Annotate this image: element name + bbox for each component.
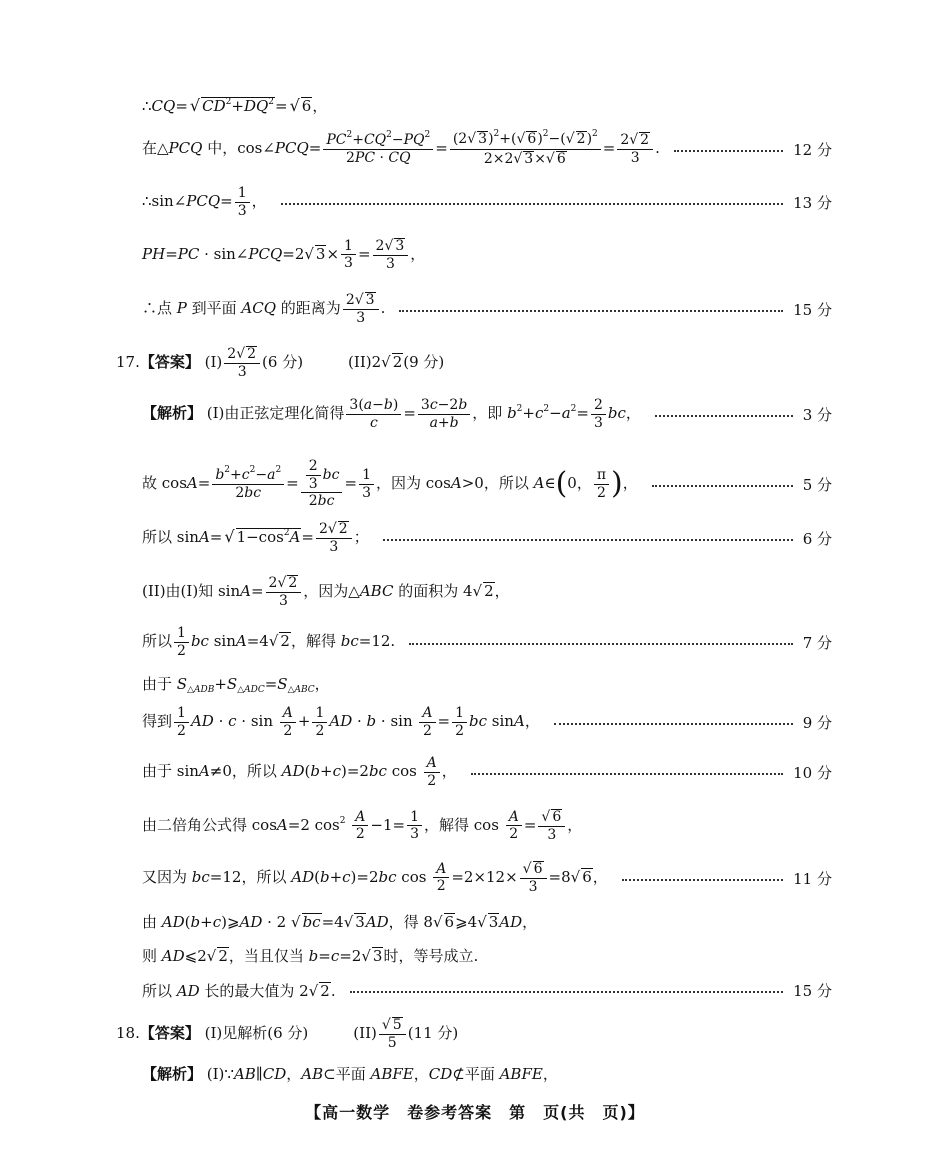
solution-line-7 (142, 392, 832, 436)
math-text: 由于 sinA≠0，所以 AD(b+c)=2bc cos $\frac{A}{2}$ ， (142, 754, 457, 789)
solution-line-16 (142, 856, 832, 900)
score-points: 13 分 (793, 193, 832, 212)
math-text: 由二倍角公式得 cosA=2 $\cos^2$ $\frac{A}{2}$ −1= $\frac{1}{3}$ ，解得 cos $\frac{A}{2}$ = $\frac{√ 6}{3}$ ， (142, 808, 583, 844)
score-points: 15 分 (793, 300, 832, 319)
solution-line-10 (142, 570, 510, 614)
solution-line-11 (142, 620, 832, 664)
math-text: (II)由(I)知 sinA= $\frac{2√ 2}{3}$ ，因为△ABC 的面积为 4√ 2， (142, 574, 510, 610)
dot-leader (281, 203, 783, 205)
score-points: 15 分 (793, 981, 832, 1000)
dot-leader (674, 150, 783, 152)
score-points: 7 分 (802, 633, 832, 652)
solution-line-2 (142, 126, 832, 172)
math-text: 【解析】 (I)由正弦定理化简得 $\frac{3(a-b)}{c}$ = $\frac{3c-2b}{a+b}$ ，即 $b^2+c^2-a^2=$ $\frac{2}{3}$ bc， (142, 396, 641, 431)
math-text: 得到 $\frac{1}{2}$ AD · c · sin $\frac{A}{2}$ + $\frac{1}{2}$ AD · b · sin $\frac{A}{2}$ = $\frac{1}{2}$ bc sinA， (142, 704, 540, 739)
math-text: 18.【答案】 (I)见解析(6 分) (II) $\frac{√ 5}{5}$ (11 分) (116, 1016, 459, 1052)
solution-line-21 (142, 1060, 558, 1086)
question-17-answer (116, 342, 444, 384)
math-text: 故 cosA= $\frac{b^2+c^2-a^2}{2bc}$ = $\frac{2}{3}$ bc 2bc = $\frac{1}{3}$ ，因为 cosA>0，所以 A∈(0， $\frac{\pi}{2}$ )， (142, 457, 638, 510)
solution-line-13 (142, 700, 832, 744)
math-text: PH=PC · sin∠PCQ=2√ 3× $\frac{1}{3}$ = $\frac{2√ 3}{3}$ ， (142, 237, 426, 273)
math-text: 17.【答案】 (I) $\frac{2√ 2}{3}$ (6 分) (II)2√ 2(9 分) (116, 345, 445, 381)
score-points: 11 分 (793, 869, 832, 888)
score-points: 12 分 (793, 140, 832, 159)
dot-leader (652, 485, 793, 487)
math-text: 则 AD⩽2√ 2，当且仅当 b=c=2√ 3时，等号成立. (142, 946, 479, 965)
score-points: 6 分 (802, 529, 832, 548)
solution-line-18 (142, 942, 478, 968)
math-text: 又因为 bc=12，所以 AD(b+c)=2bc cos $\frac{A}{2}$ =2×12× $\frac{√ 6}{3}$ =8√ 6， (142, 860, 608, 896)
score-points: 10 分 (793, 763, 832, 782)
dot-leader (622, 879, 783, 881)
dot-leader (655, 415, 793, 417)
solution-line-3 (142, 182, 832, 222)
math-text: 由于 $S_{\triangle ADB}+S_{\triangle ADC}=S_{\triangle ABC}$， (142, 674, 330, 695)
dot-leader (471, 773, 783, 775)
solution-line-8 (142, 446, 832, 522)
dot-leader (409, 643, 793, 645)
page-footer: 【高一数学 卷参考答案 第 页(共 页)】 (305, 1103, 645, 1122)
solution-line-12 (142, 670, 330, 696)
dot-leader (554, 723, 793, 725)
solution-line-17 (142, 908, 537, 934)
solution-line-19 (142, 976, 832, 1004)
question-18-answer (116, 1012, 458, 1056)
score-points: 5 分 (802, 475, 832, 494)
math-text: ∴sin∠PCQ= $\frac{1}{3}$ ， (142, 184, 267, 219)
score-points: 9 分 (802, 713, 832, 732)
math-text: 所以 sinA= √ $1-\cos^2A=$ $\frac{2√ 2}{3}$ ； (142, 520, 369, 556)
math-text: 所以 $\frac{1}{2}$ bc sinA=4√ 2，解得 bc=12. (142, 624, 396, 659)
solution-line-1 (142, 92, 327, 118)
solution-line-4 (142, 234, 425, 276)
solution-line-15 (142, 804, 582, 848)
math-text: 【解析】 (I)∵AB∥CD，AB⊂平面 ABFE，CD⊄平面 ABFE， (142, 1064, 558, 1083)
math-text: 在△PCQ 中，cos∠PCQ= $\frac{PC^2+CQ^2-PQ^2}{2PC \cdot CQ}$ = $\frac{(2√ 3)^2+(√ 6)^2-(√ 2)^2}{2\times 2√ 3\times√ 6}$ = $\frac{2√ 2}{3}$ . (142, 129, 660, 167)
math-text: 所以 AD 长的最大值为 2√ 2. (142, 981, 336, 1000)
math-text: ∴CQ= √ $CD^2+DQ^2=$ √ 6， (142, 95, 328, 115)
dot-leader (399, 310, 783, 312)
dot-leader (350, 991, 784, 993)
math-text: ∴点 P 到平面 ACQ 的距离为 $\frac{2√ 3}{3}$ . (142, 291, 386, 327)
dot-leader (383, 539, 793, 541)
solution-line-14 (142, 750, 832, 794)
math-text: 由 AD(b+c)⩾AD · 2 √ bc=4√ 3AD，得 8√ 6⩾4√ 3AD， (142, 912, 538, 931)
solution-line-9 (142, 516, 832, 560)
score-points: 3 分 (802, 405, 832, 424)
solution-line-5 (142, 288, 832, 330)
